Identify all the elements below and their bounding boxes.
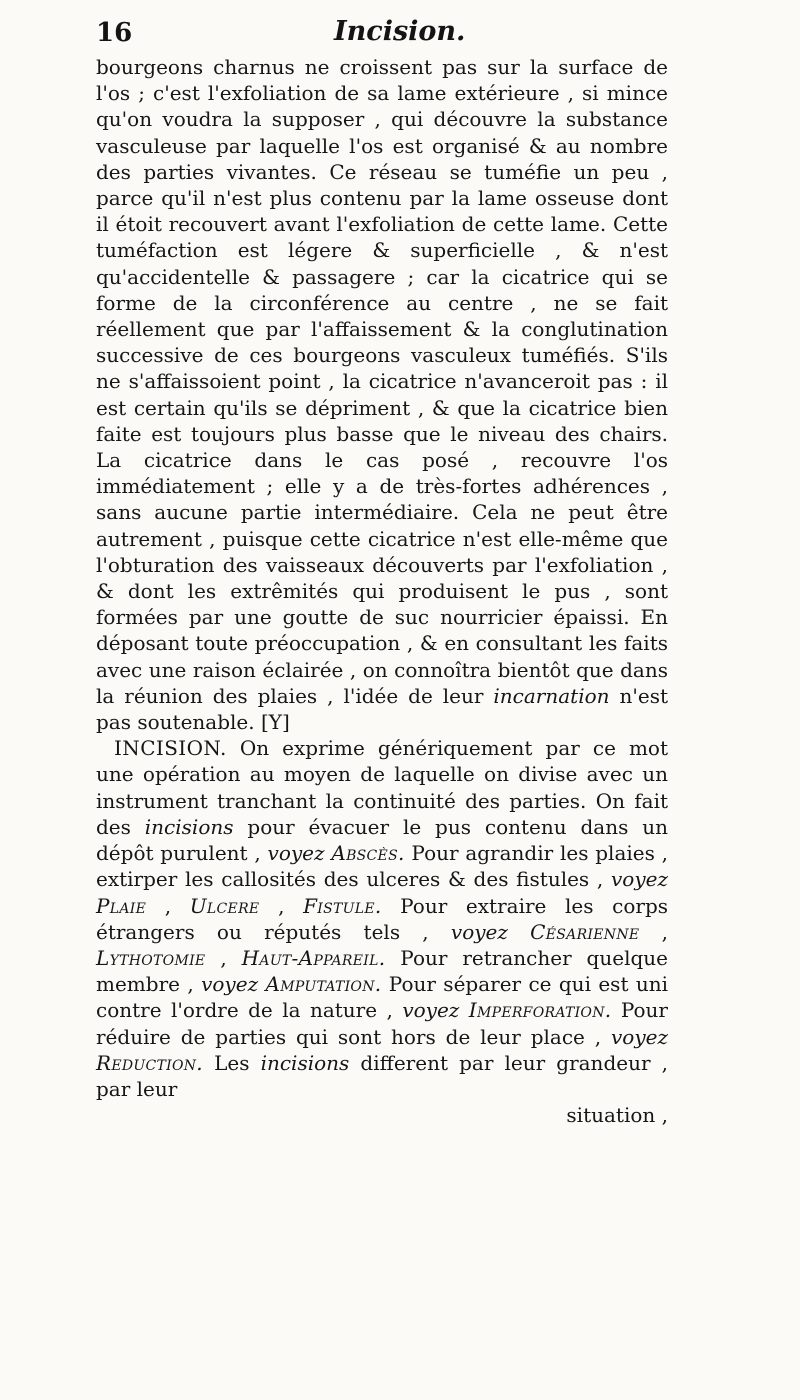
para2-text-6: Pour séparer ce qui est uni contre l'ordre de la nature ,: [96, 972, 669, 1023]
xref-abscess: Abscès.: [331, 841, 405, 866]
xref-ulcere: Ulcere: [189, 893, 260, 918]
para2-text-3: Pour agrandir les plaies , extirper les callosités des ulceres & des fistules ,: [96, 841, 669, 892]
catchword: situation ,: [566, 1103, 668, 1128]
xref-voyez-1: voyez: [267, 841, 325, 866]
para2-text-1: On exprime génériquement par ce mot une opération au moyen de laquelle on divise avec un instrument tranchant la continuité des parties. On fait des: [96, 736, 668, 839]
xref-plaie: Plaie: [96, 893, 147, 918]
xref-cesarienne: Césarienne: [530, 919, 640, 944]
para2-text-7: Pour réduire de parties qui sont hors de leur place ,: [96, 998, 668, 1049]
xref-lythotomie: Lythotomie: [96, 945, 206, 970]
xref-fistule: Fistule.: [303, 893, 382, 918]
xref-voyez-6: voyez: [610, 1024, 668, 1049]
para2-italic-incisions: incisions: [144, 814, 234, 839]
paragraph-incision: [96, 735, 668, 1128]
para2-text-4: Pour extraire les corps étrangers ou réputés tels ,: [96, 893, 669, 944]
xref-voyez-5: voyez: [402, 998, 460, 1023]
separator-4: ,: [205, 945, 242, 970]
xref-haut-appareil: Haut-Appareil.: [241, 945, 386, 970]
xref-voyez-4: voyez: [201, 972, 259, 997]
paragraph-continuation: [96, 54, 668, 735]
xref-reduction: Reduction.: [96, 1050, 203, 1075]
xref-amputation: Amputation.: [265, 972, 382, 997]
separator-1: ,: [146, 893, 190, 918]
para2-text-8: Les: [202, 1050, 261, 1075]
para2-italic-incisions-2: incisions: [260, 1050, 350, 1075]
xref-voyez-2: voyez: [610, 867, 668, 892]
para2-text-5: Pour retrancher quelque membre ,: [96, 945, 668, 997]
body-text: [96, 54, 668, 1128]
para2-text-9: different par leur grandeur , par leur: [96, 1050, 668, 1101]
separator-2: ,: [259, 893, 304, 918]
para2-text-2: pour évacuer le pus contenu dans un dépôt purulent ,: [96, 814, 668, 866]
para1-text-2: n'est pas soutenable. [Y]: [96, 683, 669, 735]
xref-voyez-3: voyez: [450, 919, 508, 944]
separator-3: ,: [639, 919, 668, 944]
entry-heading: INCISION.: [114, 736, 227, 761]
page-number: 16: [96, 18, 133, 48]
para1-italic-incarnation: incarnation: [493, 683, 610, 708]
para1-text-1: bourgeons charnus ne croissent pas sur la surface de l'os ; c'est l'exfoliation de sa lame extérieure , si mince qu'on voudra la supposer , qui découvre la substance vasculeuse par laquelle l'os est organisé & au nombre des parties vivantes. Ce réseau se tuméfie un peu , parce qu'il n'est plus contenu par la lame osseuse dont il étoit recouvert avant l'exfoliation de cette lame. Cette tuméfaction est légere & superficielle , & n'est qu'accidentelle & passagere ; car la cicatrice qui se forme de la circonférence au centre , ne se fait réellement que par l'affaissement & la conglutination successive de ces bourgeons vasculeux tuméfiés. S'ils ne s'affaissoient point , la cicatrice n'avanceroit pas : il est certain qu'ils se dépriment , & que la cicatrice bien faite est toujours plus basse que le niveau des chairs. La cicatrice dans le cas posé , recouvre l'os immédiatement ; elle y a de très-fortes adhérences , sans aucune partie intermédiaire. Cela ne peut être autrement , puisque cette cicatrice n'est elle-même que l'obturation des vaisseaux découverts par l'exfoliation , & dont les extrêmités qui produisent le pus , sont formées par une goutte de suc nourricier épaissi. En déposant toute préoccupation , & en consultant les faits avec une raison éclairée , on connoîtra bientôt que dans la réunion des plaies , l'idée de leur: [96, 55, 668, 708]
xref-imperforation: Imperforation.: [468, 998, 612, 1023]
page-header: [96, 8, 656, 52]
running-title: Incision.: [334, 16, 466, 47]
